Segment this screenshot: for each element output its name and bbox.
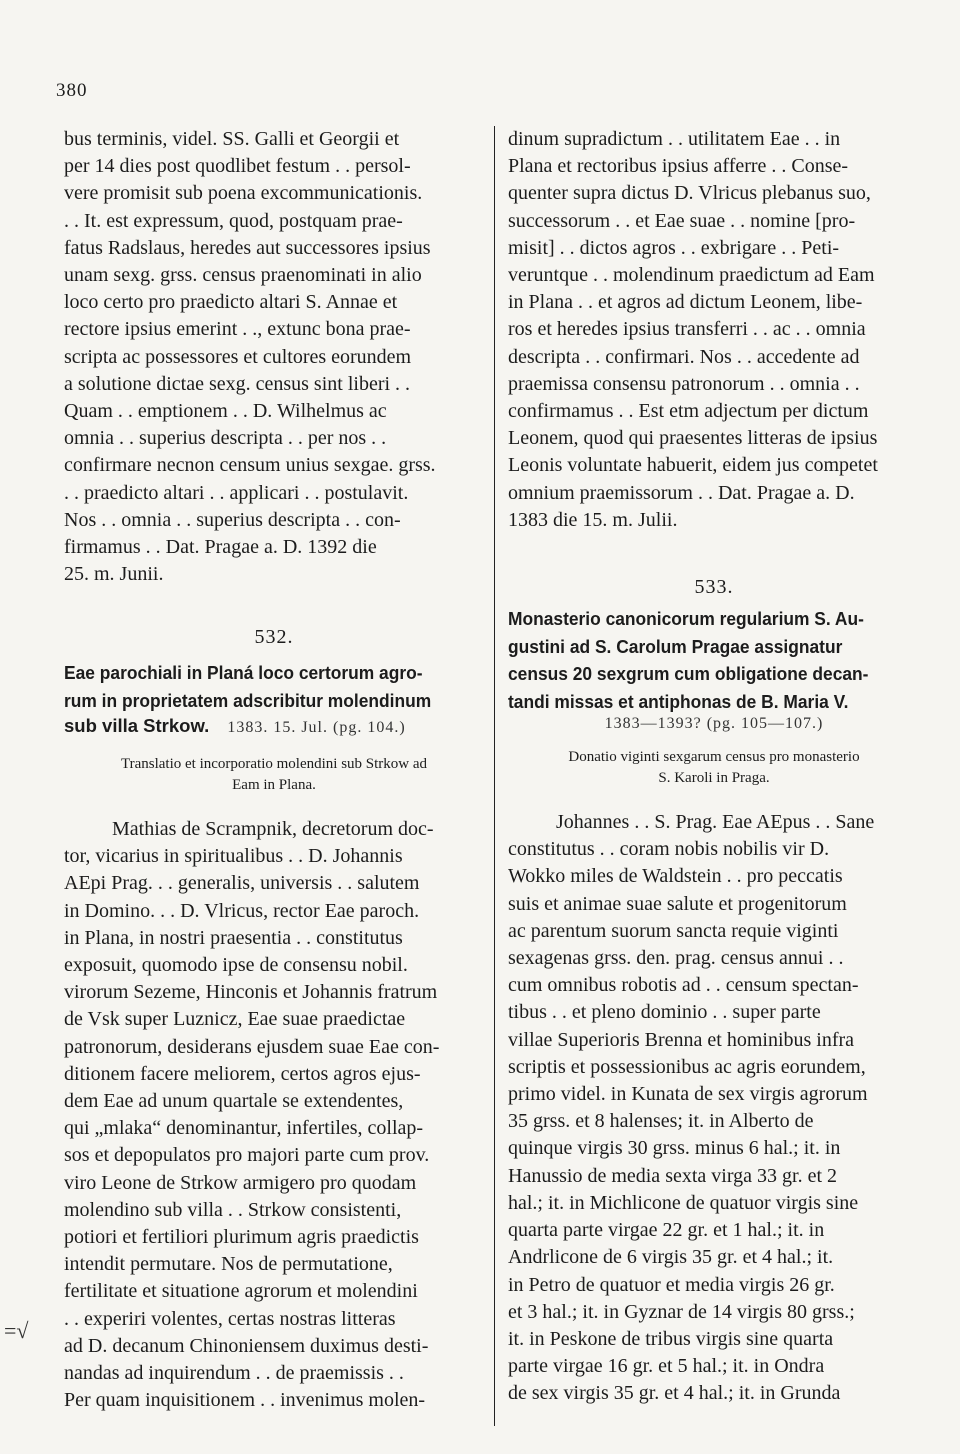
text-line: Per quam inquisitionem . . invenimus molen- [64, 1389, 426, 1412]
text-line: scripta ac possessores et cultores eorundem [64, 345, 412, 368]
summary-line: S. Karoli in Praga. [658, 770, 770, 787]
right-column [508, 126, 920, 1408]
text-line: quenter supra dictus D. Vlricus plebanus suo, [508, 182, 871, 205]
summary-line: Eam in Plana. [232, 776, 316, 793]
text-line: de Vsk super Luznicz, Eae suae praedictae [64, 1008, 406, 1031]
text-line: potiori et fertiliori plurimum agris praedictis [64, 1226, 419, 1248]
text-line: omnium praemissorum . . Dat. Pragae a. D. [508, 481, 855, 504]
page-number: 380 [56, 80, 88, 101]
left-continuation-text [64, 126, 484, 588]
text-line: veruntque . . molendinum praedictum ad Eam [508, 264, 875, 287]
text-line: tor, vicarius in spiritualibus . . D. Johannis [64, 845, 403, 868]
text-line: primo videl. in Kunata de sex virgis agrorum [508, 1083, 868, 1106]
text-line: in Petro de quatuor et media virgis 26 gr. [508, 1273, 835, 1296]
text-line: 25. m. Junii. [64, 563, 164, 586]
text-line: sos et depopulatos pro majori parte cum prov. [64, 1144, 430, 1167]
title-line: rum in proprietatem adscribitur molendinum [64, 689, 432, 711]
text-line: constitutus . . coram nobis nobilis vir D. [508, 838, 830, 861]
text-line: quinque virgis 30 grss. minus 6 hal.; it. in [508, 1137, 841, 1160]
text-line: bus terminis, videl. SS. Galli et Georgii et [64, 128, 400, 150]
text-line: descripta . . confirmari. Nos . . accedente ad [508, 345, 860, 368]
text-line: confirmamus . . Est etm adjectum per dictum [508, 400, 869, 423]
text-line: AEpi Prag. . . generalis, universis . . salutem [64, 872, 420, 895]
text-line: parte virgae 16 gr. et 5 hal.; it. in Ondra [508, 1355, 825, 1378]
text-line: misit] . . dictos agros . . exbrigare . . Peti- [508, 236, 840, 259]
margin-note: =√ [4, 1318, 29, 1343]
text-line: 35 grss. et 8 halenses; it. in Alberto de [508, 1110, 814, 1133]
document-title [508, 605, 919, 715]
right-continuation-text [508, 126, 920, 534]
text-line: fertilitate et situatione agrorum et molendini [64, 1280, 418, 1303]
text-line: Wokko miles de Waldstein . . pro peccatis [508, 865, 843, 888]
document-body [508, 809, 920, 1407]
title-line: census 20 sexgrum cum obligatione decan- [508, 663, 869, 685]
text-line: de sex virgis 35 gr. et 4 hal.; it. in Grunda [508, 1382, 841, 1405]
text-line: Nos . . omnia . . superius descripta . . con- [64, 508, 401, 531]
document-title [64, 659, 482, 714]
text-line: rectore ipsius emerint . ., extunc bona prae- [64, 318, 411, 341]
text-line: unam sexg. grss. census praenominati in alio [64, 264, 422, 287]
document-number: 533. [694, 576, 734, 599]
text-line: suis et animae suae salute et progenitorum [508, 892, 847, 915]
text-line: firmamus . . Dat. Pragae a. D. 1392 die [64, 536, 377, 559]
text-line: viro Leone de Strkow armigero pro quodam [64, 1171, 417, 1194]
text-line: villae Superioris Brenna et hominibus infra [508, 1028, 855, 1051]
text-line: in Plana . . et agros ad dictum Leonem, libe- [508, 291, 863, 314]
column-rule [494, 126, 495, 1426]
summary-line: Donatio viginti sexgarum census pro monasterio [568, 749, 860, 766]
text-line: Quam . . emptionem . . D. Wilhelmus ac [64, 400, 387, 423]
text-line: ditionem facere meliorem, certos agros ejus- [64, 1062, 421, 1085]
text-line: dem Eae ad unum quartale se extendentes, [64, 1089, 404, 1112]
left-column [64, 126, 484, 1414]
text-line: . . It. est expressum, quod, postquam prae- [64, 209, 403, 232]
text-line: nandas ad inquirendum . . de praemissis . . [64, 1362, 404, 1385]
text-line: it. in Peskone de tribus virgis sine quarta [508, 1327, 834, 1350]
title-line: Eae parochiali in Planá loco certorum agro- [64, 662, 423, 684]
text-line: Andrlicone de 6 virgis 35 gr. et 4 hal.; it. [508, 1246, 834, 1269]
text-line: virorum Sezeme, Hinconis et Johannis fratrum [64, 981, 438, 1004]
text-line: per 14 dies post quodlibet festum . . persol- [64, 155, 411, 178]
text-line: successorum . . et Eae suae . . nomine [pro- [508, 209, 856, 232]
text-line: Johannes . . S. Prag. Eae AEpus . . Sane [556, 811, 875, 834]
document-date-meta: 1383. 15. Jul. (pg. 104.) [227, 719, 406, 737]
text-line: tibus . . et pleno dominio . . super parte [508, 1001, 821, 1024]
text-line: . . experiri volentes, certas nostras litteras [64, 1307, 396, 1330]
document-number: 532. [254, 626, 294, 649]
text-line: in Plana, in nostri praesentia . . constitutus [64, 926, 403, 949]
text-line: intendit permutare. Nos de permutatione, [64, 1253, 393, 1276]
text-line: hal.; it. in Michlicone de quatuor virgis sine [508, 1191, 859, 1214]
text-line: patronorum, desiderans ejusdem suae Eae con- [64, 1035, 440, 1058]
document-date-meta: 1383—1393? (pg. 105—107.) [604, 715, 824, 733]
title-line: Monasterio canonicorum regularium S. Au- [508, 608, 864, 630]
text-line: omnia . . superius descripta . . per nos . . [64, 427, 387, 450]
summary-line: Translatio et incorporatio molendini sub Strkow ad [120, 755, 428, 772]
document-summary [64, 754, 484, 796]
text-line: sexagenas grss. den. prag. census annui . . [508, 947, 844, 970]
title-line: tandi missas et antiphonas de B. Maria V. [508, 690, 849, 712]
text-line: exposuit, quomodo ipse de consensu nobil. [64, 953, 408, 976]
text-line: Leonem, quod qui praesentes litteras de ipsius [508, 427, 878, 450]
text-line: . . praedicto altari . . applicari . . postulavit. [64, 481, 409, 504]
text-line: Plana et rectoribus ipsius afferre . . Conse- [508, 155, 849, 178]
text-line: Leonis voluntate habuerit, eidem jus competet [508, 454, 878, 477]
document-body [64, 816, 484, 1414]
text-line: cum omnibus robotis ad . . censum spectan- [508, 974, 859, 997]
text-line: confirmare necnon censum unius sexgae. grss. [64, 454, 436, 477]
text-line: dinum supradictum . . utilitatem Eae . . in [508, 128, 841, 150]
document-title-last-line: sub villa Strkow. [64, 715, 210, 737]
text-line: Hanussio de media sexta virga 33 gr. et 2 [508, 1164, 838, 1187]
text-line: loco certo pro praedicto altari S. Annae et [64, 291, 398, 314]
text-line: a solutione dictae sexg. census sint liberi . . [64, 372, 411, 395]
text-line: quarta parte virgae 22 gr. et 1 hal.; it. in [508, 1219, 825, 1242]
text-line: ros et heredes ipsius transferri . . ac . . omnia [508, 318, 866, 341]
text-line: scriptis et possessionibus ac agris eorundem, [508, 1055, 866, 1078]
text-line: praemissa consensu patronorum . . omnia . . [508, 372, 860, 395]
document-summary [508, 747, 920, 789]
title-line: gustini ad S. Carolum Pragae assignatur [508, 635, 843, 657]
text-line: et 3 hal.; it. in Gyznar de 14 virgis 80 grss.; [508, 1300, 855, 1323]
text-line: molendino sub villa . . Strkow consistenti, [64, 1198, 402, 1221]
text-line: qui „mlaka“ denominantur, infertiles, collap- [64, 1117, 424, 1140]
text-line: ad D. decanum Chinoniensem duximus desti- [64, 1334, 429, 1357]
text-line: in Domino. . . D. Vlricus, rector Eae paroch. [64, 899, 420, 922]
text-line: Mathias de Scrampnik, decretorum doc- [112, 817, 434, 840]
text-line: vere promisit sub poena excommunicationis. [64, 182, 423, 205]
text-line: ac parentum suorum sancta requie viginti [508, 919, 839, 942]
text-line: fatus Radslaus, heredes aut successores ipsius [64, 236, 431, 259]
text-line: 1383 die 15. m. Julii. [508, 508, 678, 531]
